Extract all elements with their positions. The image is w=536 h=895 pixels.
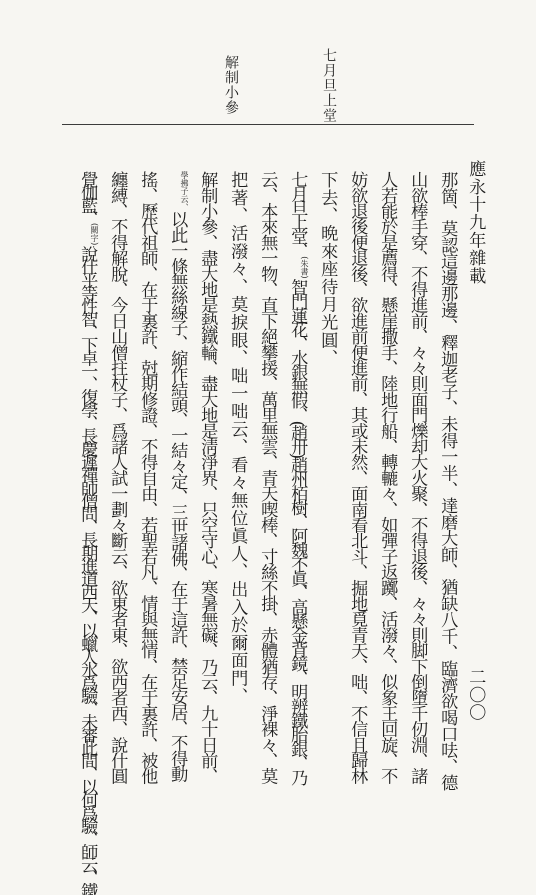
running-title: 七月旦上堂 bbox=[321, 48, 337, 123]
text-line: 纏縛、不得解脫、今日山僧拄杖子、爲諸人試一劃々斷云、欲東者東、欲西者西、說什圓 bbox=[107, 171, 128, 784]
header-rule bbox=[62, 124, 474, 125]
text-line: 搖、歷代祖師、在于裏許、尅期修證、不得自由、若聖若凡、情與無情、在于裏許、被他 bbox=[137, 171, 158, 784]
text-line: 下去、晩來座待月光圓、 bbox=[317, 171, 338, 367]
text-line: 山欲棒手穿、不得進前、々々則面門爍却大火聚、不得退後、々々則脚下倒墮千仞淵、諸 bbox=[407, 171, 428, 784]
text-line: 那箇、莫認這邊那邊、釋迦老子、未得一半、達磨大師、猶缺八千、臨濟欲喝口呿、德 bbox=[437, 171, 458, 791]
text-line: 云、本來無一物、直下絕攀援、萬里無雲、青天喫棒、寸絲不掛、赤體猶存、淨裸々、莫 bbox=[257, 171, 278, 784]
text-line: 把著、活潑々、莫捩眼、咄一咄云、看々無位眞人、出入於爾面門、 bbox=[227, 171, 248, 705]
annotation: (闕字) bbox=[89, 223, 99, 246]
section-note: 解制小參 bbox=[223, 55, 239, 115]
annotation: 學拂子云、 bbox=[179, 171, 189, 211]
text-line: 人若能於是薦得、懸崖撒手、陸地行船、轉轆々、如彈子返躑、活潑々、似象王回旋、不 bbox=[377, 171, 398, 784]
book-title: 應永十九年雜載 bbox=[465, 160, 486, 285]
text-line: 妨欲退後便退後、欲進前便進前、其或未然、面南看北斗、掘地覓青天、咄、不信且歸林 bbox=[347, 171, 368, 784]
annotation: (朱書) bbox=[299, 256, 309, 279]
page-number: 二〇〇 bbox=[465, 668, 486, 722]
text-line: 覺伽藍、$^{(闕字)}$說什平等性智、下卓一、復學、長慶遲禪師僧問、長期進道西天、以蠟人氷爲驗、未審此間、以何爲驗、師云、鐵 bbox=[77, 171, 99, 895]
text-line: $^{學拂子云、}$以此一條無絲線子、縮作結頭、一結々定、三世諸佛、在于這許、禁足安居、不得動 bbox=[167, 171, 189, 781]
text-line: 七月旦上堂、$^{(朱書)}$智門蓮花、水銀無假、(趙卅)趙州栢樹、阿魏不眞、高懸金背鏡、明辨鐵胎銀、乃 bbox=[287, 171, 309, 783]
text-line: 解制小參、盡大地是熱鐵輪、盡大地是淸淨界、只空守心、寒暑無礙、乃云、九十日前、 bbox=[197, 171, 218, 784]
